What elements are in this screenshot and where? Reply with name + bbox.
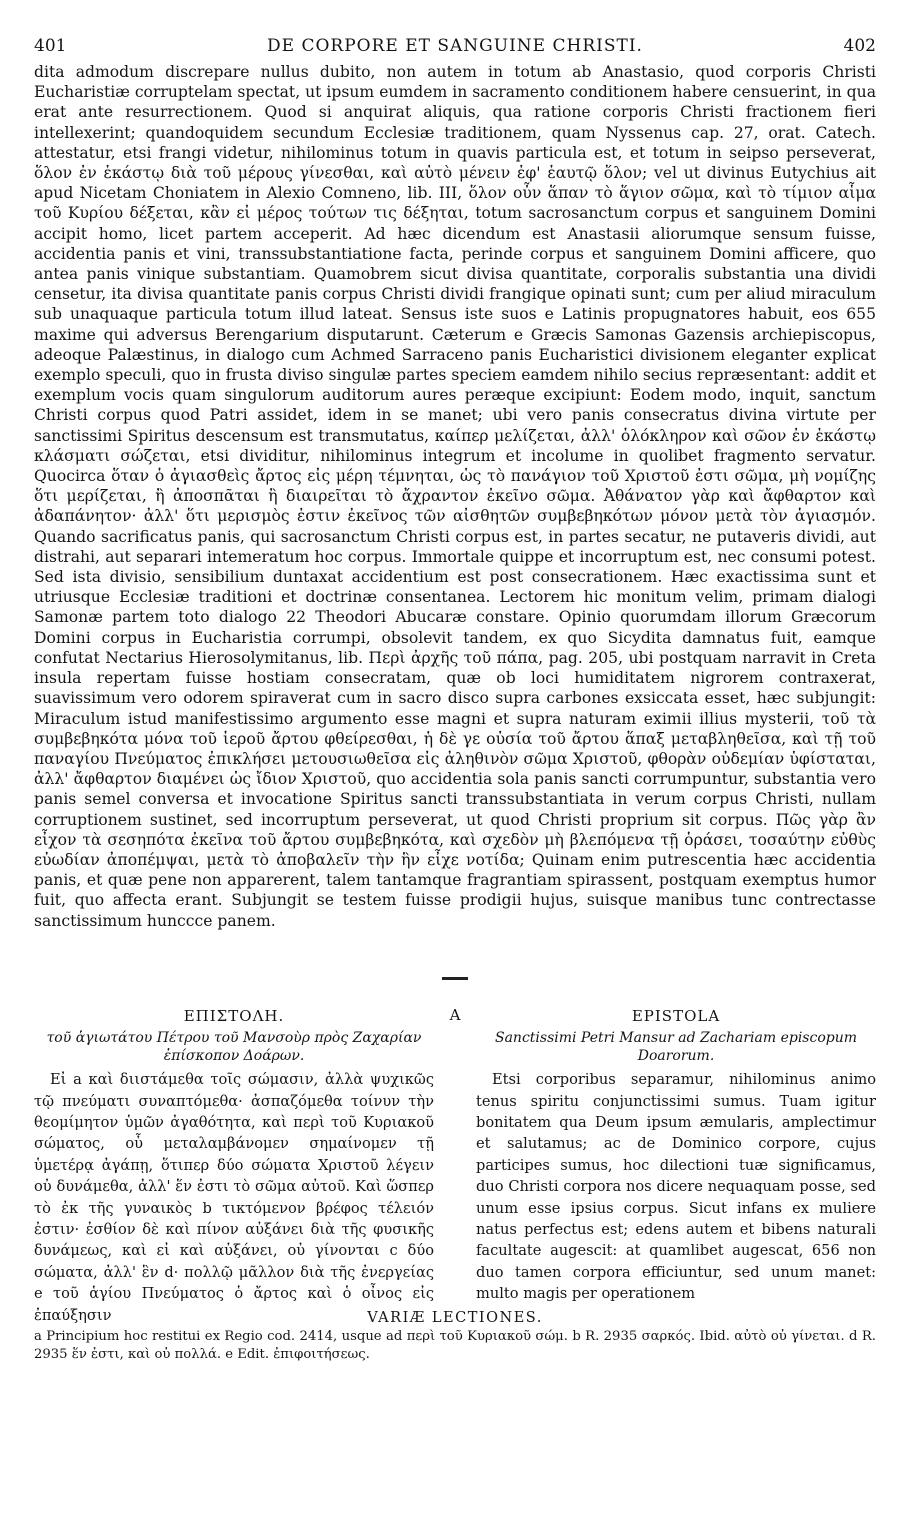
page-number-left: 401	[34, 36, 67, 56]
latin-column-body: Etsi corporibus separamur, nihilominus animo tenus spiritu conjunctissimi sumus. Tuam igitur bonitatem qua Deum ipsum æmularis, amplectimur et salutamus; ac de Dominico corpore, cujus participes sumus, hoc dilectioni tuæ significamus, duo Christi corpora nos dicere nequaquam posse, sed unum esse ipsius corpus. Sicut infans ex muliere natus perfectus est; edens autem et bibens naturali facultate augescit: at quamlibet augescat, 656 non duo tamen corpora efficiuntur, sed unum manet: multo magis per operationem	[476, 1071, 876, 1303]
running-title: DE CORPORE ET SANGUINE CHRISTI.	[267, 36, 643, 56]
variae-lectiones-text: a Principium hoc restitui ex Regio cod. 2414, usque ad περὶ τοῦ Κυριακοῦ σώμ. b R. 2935 σαρκός. Ibid. αὐτὸ οὐ γίνεται. d R. 2935 ἕν ἐστι, καὶ οὐ πολλά. e Edit. ἐπιφοιτήσεως.	[34, 1328, 877, 1362]
page	[34, 30, 876, 1520]
main-paragraph: dita admodum discrepare nullus dubito, non autem in totum ab Anastasio, quod corporis Christi Eucharistiæ corruptelam spectat, ut ipsum eumdem in sacramento conditionem habere censuerint, in qua erat ante resurrectionem. Quod si anquirat aliquis, qua ratione corporis Christi fractionem fieri intellexerint; quandoquidem secundum Ecclesiæ traditionem, quam Nyssenus cap. 27, orat. Catech. attestatur, etsi frangi videtur, nihilominus totum in quavis particula est, et totum in seipso perseverat, ὅλον ἐν ἑκάστῳ διὰ τοῦ μέρους γίνεσθαι, καὶ αὐτὸ μένειν ἐφ' ἑαυτῷ ὅλον; vel ut divinus Eutychius ait apud Nicetam Choniatem in Alexio Comneno, lib. III, ὅλον οὖν ἅπαν τὸ ἅγιον σῶμα, καὶ τὸ τίμιον αἷμα τοῦ Κυρίου δέξεται, κἂν εἰ μέρος τούτων τις δέξηται, totum sacrosanctum corpus et sanguinem Domini accipit homo, licet partem acceperit. Ad hæc dicendum est Anastasii aliorumque sensum fuisse, accidentia panis et vini, transsubstantiatione facta, perinde corpus et sanguinem Domini afficere, quo antea panis vinique substantiam. Quamobrem sicut divisa quantitate, corporalis substantia una dividi censetur, ita divisa quantitate panis corpus Christi dividi frangique opinati sunt; cum per aliud miraculum sub unaquaque particula totum illud lateat. Sensus iste suos e Latinis propugnatores habuit, eos 655 maxime qui adversus Berengarium disputarunt. Cæterum e Græcis Samonas Gazensis archiepiscopus, adeoque Palæstinus, in dialogo cum Achmed Sarraceno panis Eucharistici divisionem eleganter explicat exemplo speculi, quo in frusta diviso singulæ partes speciem eamdem nihilo secius repræsentant: addit et exemplum vocis quam singulorum auditorum aures peræque excipiunt: Eodem modo, inquit, sanctum Christi corpus quod Patri assidet, idem in se manet; ubi vero panis consecratus divina virtute per sanctissimi Spiritus descensum est transmutatus, καίπερ μελίζεται, ἀλλ' ὁλόκληρον καὶ σῶον ἐν ἑκάστῳ κλάσματι σώζεται, etsi dividitur, nihilominus integrum et incolume in quolibet fragmento servatur. Quocirca ὅταν ὁ ἁγιασθεὶς ἄρτος εἰς μέρη τέμνηται, ὡς τὸ πανάγιον τοῦ Χριστοῦ ἐστι σῶμα, μὴ νομίζης ὅτι μερίζεται, ἢ ἀποσπᾶται ἢ διαιρεῖται τὸ ἄχραντον ἐκεῖνο σῶμα. Ἀθάνατον γὰρ καὶ ἄφθαρτον καὶ ἀδαπάνητον· ἀλλ' ὅτι μερισμὸς ἐστιν ἐκεῖνος τῶν αἰσθητῶν συμβεβηκότων μόνον μετὰ τὸν ἁγιασμόν. Quando sacrificatus panis, qui sacrosanctum Christi corpus est, in partes secatur, ne putaveris dividi, aut distrahi, aut separari intemeratum hoc corpus. Immortale quippe et incorruptum est, nec consumi potest. Sed ista divisio, sensibilium duntaxat accidentium est post consecrationem. Hæc exactissima sunt et utriusque Ecclesiæ traditioni et doctrinæ consentanea. Lectorem hic monitum velim, primam dialogi Samonæ partem toto dialogo 22 Theodori Abucaræ constare. Opinio quorumdam illorum Græcorum Domini corpus in Eucharistia corrumpi, obsolevit tandem, ex quo Sicydita damnatus fuit, eamque confutat Nectarius Hierosolymitanus, lib. Περὶ ἀρχῆς τοῦ πάπα, pag. 205, ubi postquam narravit in Creta insula repertam fuisse hostiam consecratam, quæ ob loci humiditatem nigrorem contraxerat, suavissimum vero odorem spiraverat cum in sacro disco supra carbones exsiccata esset, hæc subjungit: Miraculum istud manifestissimo argumento esse magni et supra naturam eximii illius mysterii, τοῦ τὰ συμβεβηκότα μόνα τοῦ ἱεροῦ ἄρτου φθείρεσθαι, ἡ δὲ γε οὐσία τοῦ ἄρτου ἅπαξ μεταβληθεῖσα, καὶ τῇ τοῦ παναγίου Πνεύματος ἐπικλήσει μετουσιωθεῖσα εἰς ἀληθινὸν σῶμα Χριστοῦ, φθορὰν οὐδεμίαν ὑφίσταται, ἀλλ' ἄφθαρτον διαμένει ὡς ἴδιον Χριστοῦ, quo accidentia sola panis sancti corrumpuntur, substantia vero panis semel conversa et invocatione Spiritus sancti transsubstantiata in verum corpus Christi, nullam corruptionem sustinet, sed incorruptum perseverat, ut quod Christi proprium sit corpus. Πῶς γὰρ ἂν εἶχον τὰ σεσηπότα ἐκεῖνα τοῦ ἄρτου συμβεβηκότα, καὶ σχεδὸν μὴ βλεπόμενα τῇ ὁράσει, τοσαύτην εὐθὺς εὐωδίαν ἀποπέμψαι, μετὰ τὸ ἀποβαλεῖν τὴν ἣν εἶχε νοτίδα; Quinam enim putrescentia hæc accidentia panis, et quæ pene non apparerent, talem tantamque fragrantiam spirassent, postquam exemptus humor fuit, quo affecta erant. Subjungit se testem fuisse prodigii hujus, suisque manibus tunc contrectasse sanctissimum hunccce panem.	[34, 63, 876, 930]
greek-column-subtitle: τοῦ ἁγιωτάτου Πέτρου τοῦ Μανσοὺρ πρὸς Ζαχαρίαν ἐπίσκοπον Δοάρων.	[46, 1030, 422, 1065]
greek-column	[34, 1006, 434, 1326]
section-divider	[442, 977, 468, 980]
latin-column	[476, 1006, 876, 1305]
page-number-right: 402	[843, 36, 876, 56]
main-text-block	[34, 62, 876, 931]
latin-column-title: EPISTOLA	[631, 1006, 721, 1025]
variae-lectiones-title: VARIÆ LECTIONES.	[367, 1309, 543, 1326]
latin-column-subtitle: Sanctissimi Petri Mansur ad Zachariam episcopum Doarorum.	[494, 1030, 858, 1065]
greek-column-title: ΕΠΙΣΤΟΛΗ.	[183, 1006, 285, 1025]
column-marker: A	[449, 1005, 461, 1024]
greek-column-body: Εἰ a καὶ διιστάμεθα τοῖς σώμασιν, ἀλλὰ ψυχικῶς τῷ πνεύματι συναπτόμεθα· ἀσπαζόμεθα τοίνυν τὴν θεομίμητον ὑμῶν ἀγαθότητα, καὶ περὶ τοῦ Κυριακοῦ σώματος, οὗ μεταλαμβάνομεν σημαίνομεν τῇ ὑμετέρᾳ ἀγάπῃ, ὅτιπερ δύο σώματα Χριστοῦ λέγειν οὐ δυνάμεθα, ἀλλ' ἕν ἐστι τὸ σῶμα αὐτοῦ. Καὶ ὥσπερ τὸ ἐκ τῆς γυναικὸς b τικτόμενον βρέφος τέλειόν ἐστιν· ἐσθίον δὲ καὶ πίνον αὐξάνει διὰ τῆς φυσικῆς δυνάμεως, καὶ εἰ καὶ αὐξάνει, οὐ γίνονται c δύο σώματα, ἀλλ' ἓν d· πολλῷ μᾶλλον διὰ τῆς ἐνεργείας e τοῦ ἁγίου Πνεύματος ὁ ἄρτος καὶ ὁ οἶνος εἰς ἐπαύξησιν	[34, 1071, 434, 1324]
running-header	[34, 30, 876, 60]
